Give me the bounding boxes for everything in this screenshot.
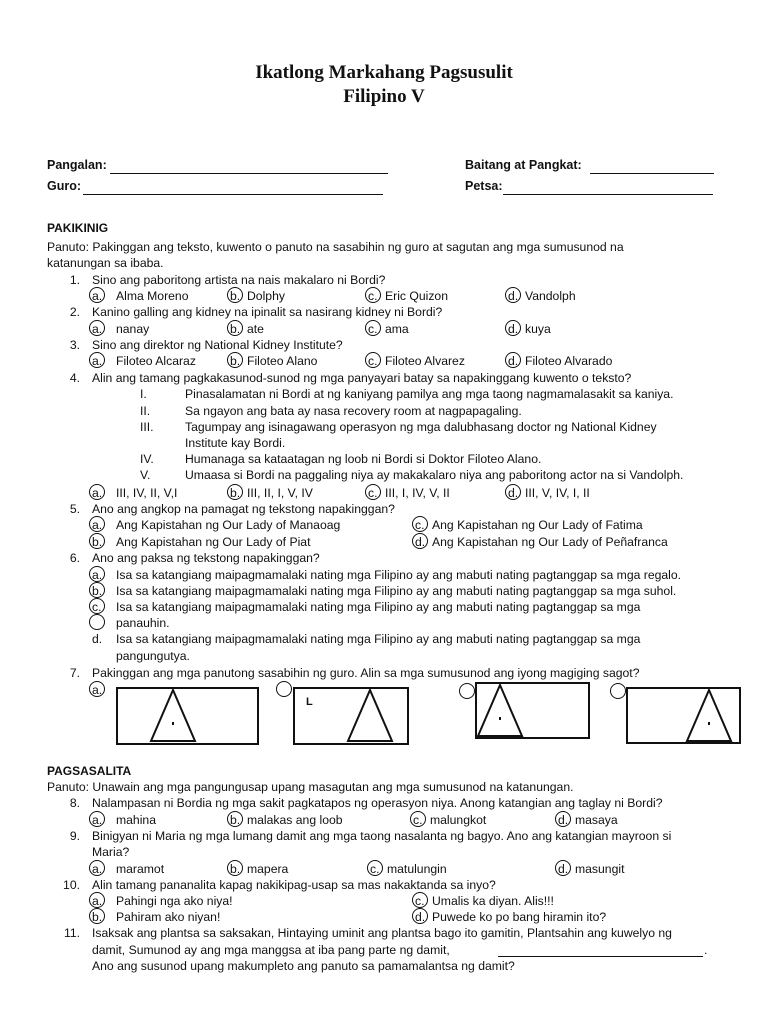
- section-pagsasalita-title: PAGSASALITA: [47, 764, 132, 778]
- q5-d-circle[interactable]: [412, 533, 428, 549]
- q6-extra-circle[interactable]: [89, 614, 105, 630]
- q9-option-a[interactable]: a. maramot: [92, 862, 164, 876]
- q10-text: Alin tamang pananalita kapag nakikipag-usap sa mas nakaktanda sa inyo?: [92, 878, 496, 892]
- q4-item-roman: I.: [140, 387, 147, 401]
- q1-c-circle[interactable]: [365, 287, 381, 303]
- q1-option-d[interactable]: d. Vandolph: [508, 289, 576, 303]
- date-line[interactable]: [503, 194, 713, 195]
- q7-b-circle[interactable]: [276, 681, 292, 697]
- q4-item-roman: III.: [140, 420, 154, 434]
- q4-item-text: Tagumpay ang isinagawang operasyon ng mga dalubhasang doctor ng National Kidney: [185, 420, 657, 434]
- q8-option-c[interactable]: c. malungkot: [413, 813, 486, 827]
- q6-option-c-cont: panauhin.: [116, 616, 170, 630]
- section-pagsasalita-instructions: Panuto: Unawain ang mga pangungusap upang masagutan ang mga sumusunod na katanungan.: [47, 780, 574, 794]
- section-pakikinig-title: PAKIKINIG: [47, 221, 109, 235]
- q6-option-c[interactable]: c. Isa sa katangiang maipagmamalaki nating mga Filipino ay ang mabuti nating pagtanggap sa mga: [92, 600, 640, 614]
- q2-d-circle[interactable]: [505, 320, 521, 336]
- q1-number: 1.: [69, 273, 80, 287]
- q3-d-circle[interactable]: [505, 352, 521, 368]
- triangle-icon: [293, 687, 409, 745]
- q1-text: Sino ang paboritong artista na nais makalaro ni Bordi?: [92, 273, 386, 287]
- q4-option-b[interactable]: b. III, II, I, V, IV: [230, 486, 313, 500]
- q6-c-circle[interactable]: [89, 598, 105, 614]
- q6-text: Ano ang paksa ng tekstong napakinggan?: [92, 551, 320, 565]
- q4-option-c[interactable]: c. III, I, IV, V, II: [368, 486, 450, 500]
- q4-text: Alin ang tamang pagkakasunod-sunod ng mga panyayari batay sa napakinggang kuwento o teksto?: [92, 371, 632, 385]
- q4-item-roman: II.: [140, 404, 151, 418]
- q3-option-d[interactable]: d. Filoteo Alvarado: [508, 354, 612, 368]
- q10-c-circle[interactable]: [412, 892, 428, 908]
- q4-d-circle[interactable]: [505, 484, 521, 500]
- teacher-label: Guro:: [47, 179, 82, 193]
- q8-option-b[interactable]: b. malakas ang loob: [230, 813, 343, 827]
- q8-option-d[interactable]: d. masaya: [558, 813, 618, 827]
- triangle-icon: [475, 682, 590, 739]
- q9-option-d[interactable]: d. masungit: [558, 862, 624, 876]
- q7-c-circle[interactable]: [459, 683, 475, 699]
- q11-text-period: .: [704, 943, 708, 957]
- q4-item-text: Umaasa si Bordi na paggaling niya ay makakalaro niya ang paboritong actor na si Vandolph.: [185, 468, 684, 482]
- q5-b-circle[interactable]: [89, 533, 105, 549]
- q8-option-a[interactable]: a. mahina: [92, 813, 156, 827]
- q5-option-a[interactable]: a. Ang Kapistahan ng Our Lady of Manaoag: [92, 518, 340, 532]
- triangle-icon: [116, 687, 259, 745]
- q4-option-a[interactable]: a. III, IV, II, V,I: [92, 486, 177, 500]
- q4-item-roman: V.: [140, 468, 151, 482]
- section-pakikinig-instructions: Panuto: Pakinggan ang teksto, kuwento o panuto na sasabihin ng guro at sagutan ang mga sumusunod na: [47, 240, 624, 254]
- q8-d-circle[interactable]: [555, 811, 571, 827]
- q5-option-b[interactable]: b. Ang Kapistahan ng Our Lady of Piat: [92, 535, 310, 549]
- q9-option-c[interactable]: c. matulungin: [370, 862, 447, 876]
- q11-answer-line[interactable]: [498, 956, 703, 957]
- name-line[interactable]: [110, 173, 388, 174]
- q4-item-text: Pinasalamatan ni Bordi at ng kaniyang pamilya ang mga taong nagmamalasakit sa kaniya.: [185, 387, 674, 401]
- q8-c-circle[interactable]: [410, 811, 426, 827]
- q9-number: 9.: [69, 829, 80, 843]
- q2-option-b[interactable]: b. ate: [230, 322, 264, 336]
- q8-a-circle[interactable]: [89, 811, 105, 827]
- q2-option-c[interactable]: c. ama: [368, 322, 409, 336]
- q7-figure-b-mark: L: [306, 696, 313, 708]
- grade-label: Baitang at Pangkat:: [465, 158, 582, 172]
- q2-option-a[interactable]: a. nanay: [92, 322, 149, 336]
- q9-option-b[interactable]: b. mapera: [230, 862, 288, 876]
- q1-d-circle[interactable]: [505, 287, 521, 303]
- q9-a-circle[interactable]: [89, 860, 105, 876]
- q10-option-a[interactable]: a. Pahingi nga ako niya!: [92, 894, 233, 908]
- q6-option-b[interactable]: b. Isa sa katangiang maipagmamalaki nating mga Filipino ay ang mabuti nating pagtanggap sa mga suhol.: [92, 584, 676, 598]
- q10-option-b[interactable]: b. Pahiram ako niyan!: [92, 910, 220, 924]
- q7-text: Pakinggan ang mga panutong sasabihin ng guro. Alin sa mga sumusunod ang iyong magiging sagot?: [92, 666, 640, 680]
- q10-option-d[interactable]: d. Puwede ko po bang hiramin ito?: [415, 910, 606, 924]
- q5-number: 5.: [69, 502, 80, 516]
- q3-a-circle[interactable]: [89, 352, 105, 368]
- name-label: Pangalan:: [47, 158, 107, 172]
- q3-number: 3.: [69, 338, 80, 352]
- q7-option-a[interactable]: a.: [92, 683, 109, 697]
- q11-number: 11.: [63, 926, 80, 940]
- q6-option-d[interactable]: d. Isa sa katangiang maipagmamalaki nating mga Filipino ay ang mabuti nating pagtanggap sa mga: [92, 632, 641, 646]
- q7-figure-c[interactable]: [475, 682, 590, 739]
- q9-b-circle[interactable]: [227, 860, 243, 876]
- q6-option-d-cont: pangungutya.: [116, 649, 190, 663]
- q3-c-circle[interactable]: [365, 352, 381, 368]
- q7-a-circle[interactable]: [89, 681, 105, 697]
- q4-number: 4.: [69, 371, 80, 385]
- q2-a-circle[interactable]: [89, 320, 105, 336]
- q9-d-circle[interactable]: [555, 860, 571, 876]
- q10-option-c[interactable]: c. Umalis ka diyan. Alis!!!: [415, 894, 554, 908]
- q9-text-cont: Maria?: [92, 845, 130, 859]
- q5-a-circle[interactable]: [89, 516, 105, 532]
- exam-title: Ikatlong Markahang Pagsusulit: [255, 62, 513, 83]
- q2-text: Kanino galling ang kidney na ipinalit sa nasirang kidney ni Bordi?: [92, 305, 443, 319]
- teacher-line[interactable]: [83, 194, 383, 195]
- q5-text: Ano ang angkop na pamagat ng tekstong napakinggan?: [92, 502, 395, 516]
- q5-option-c[interactable]: c. Ang Kapistahan ng Our Lady of Fatima: [415, 518, 643, 532]
- q4-item-text: Humanaga sa kataatagan ng loob ni Bordi si Doktor Filoteo Alano.: [185, 452, 542, 466]
- date-label: Petsa:: [465, 179, 503, 193]
- q1-option-a[interactable]: a. Alma Moreno: [92, 289, 188, 303]
- q2-c-circle[interactable]: [365, 320, 381, 336]
- q3-option-c[interactable]: c. Filoteo Alvarez: [368, 354, 465, 368]
- q7-figure-a[interactable]: [116, 687, 259, 745]
- q2-option-d[interactable]: d. kuya: [508, 322, 551, 336]
- q7-number: 7.: [69, 666, 80, 680]
- q3-option-b[interactable]: b. Filoteo Alano: [230, 354, 317, 368]
- q2-b-circle[interactable]: [227, 320, 243, 336]
- q11-question: Ano ang susunod upang makumpleto ang panuto sa pamamalantsa ng damit?: [92, 959, 515, 973]
- q3-b-circle[interactable]: [227, 352, 243, 368]
- q1-a-circle[interactable]: [89, 287, 105, 303]
- q10-d-circle[interactable]: [412, 908, 428, 924]
- q9-text: Binigyan ni Maria ng mga lumang damit ang mga taong nasalanta ng bagyo. Ano ang katangian mayroon si: [92, 829, 672, 843]
- q4-b-circle[interactable]: [227, 484, 243, 500]
- q7-figure-d[interactable]: [626, 687, 741, 744]
- q1-b-circle[interactable]: [227, 287, 243, 303]
- triangle-icon: [626, 687, 741, 744]
- q9-c-circle[interactable]: [367, 860, 383, 876]
- q10-b-circle[interactable]: [89, 908, 105, 924]
- q6-b-circle[interactable]: [89, 582, 105, 598]
- exam-subtitle: Filipino V: [343, 86, 425, 107]
- q8-text: Nalampasan ni Bordia ng mga sakit pagkatapos ng operasyon niya. Anong katangian ang taglay ni Bordi?: [92, 796, 663, 810]
- q4-item-text: Sa ngayon ang bata ay nasa recovery room at nagpapagaling.: [185, 404, 522, 418]
- q4-c-circle[interactable]: [365, 484, 381, 500]
- q11-text: Isaksak ang plantsa sa saksakan, Hintaying uminit ang plantsa bago ito gamitin, Plantsahin ang kuwelyo ng: [92, 926, 672, 940]
- q6-a-circle[interactable]: [89, 566, 105, 582]
- q6-option-a[interactable]: a. Isa sa katangiang maipagmamalaki nating mga Filipino ay ang mabuti nating pagtanggap sa mga regalo.: [92, 568, 681, 582]
- q8-b-circle[interactable]: [227, 811, 243, 827]
- q10-a-circle[interactable]: [89, 892, 105, 908]
- q4-a-circle[interactable]: [89, 484, 105, 500]
- q4-item-text-cont: Institute kay Bordi.: [185, 436, 286, 450]
- q8-number: 8.: [69, 796, 80, 810]
- q7-d-circle[interactable]: [610, 683, 626, 699]
- q2-number: 2.: [69, 305, 80, 319]
- q1-option-b[interactable]: b. Dolphy: [230, 289, 285, 303]
- q7-figure-b[interactable]: [293, 687, 409, 745]
- q5-c-circle[interactable]: [412, 516, 428, 532]
- q1-option-c[interactable]: c. Eric Quizon: [368, 289, 448, 303]
- grade-line[interactable]: [590, 173, 714, 174]
- q3-text: Sino ang direktor ng National Kidney Institute?: [92, 338, 343, 352]
- q11-text-cont: damit, Sumunod ay ang mga manggsa at iba pang parte ng damit,: [92, 943, 450, 957]
- q6-number: 6.: [69, 551, 80, 565]
- q10-number: 10.: [63, 878, 80, 892]
- q3-option-a[interactable]: a. Filoteo Alcaraz: [92, 354, 196, 368]
- q4-item-roman: IV.: [140, 452, 154, 466]
- section-pakikinig-instructions-cont: katanungan sa ibaba.: [47, 256, 164, 270]
- q4-option-d[interactable]: d. III, V, IV, I, II: [508, 486, 590, 500]
- q5-option-d[interactable]: d. Ang Kapistahan ng Our Lady of Peñafranca: [415, 535, 668, 549]
